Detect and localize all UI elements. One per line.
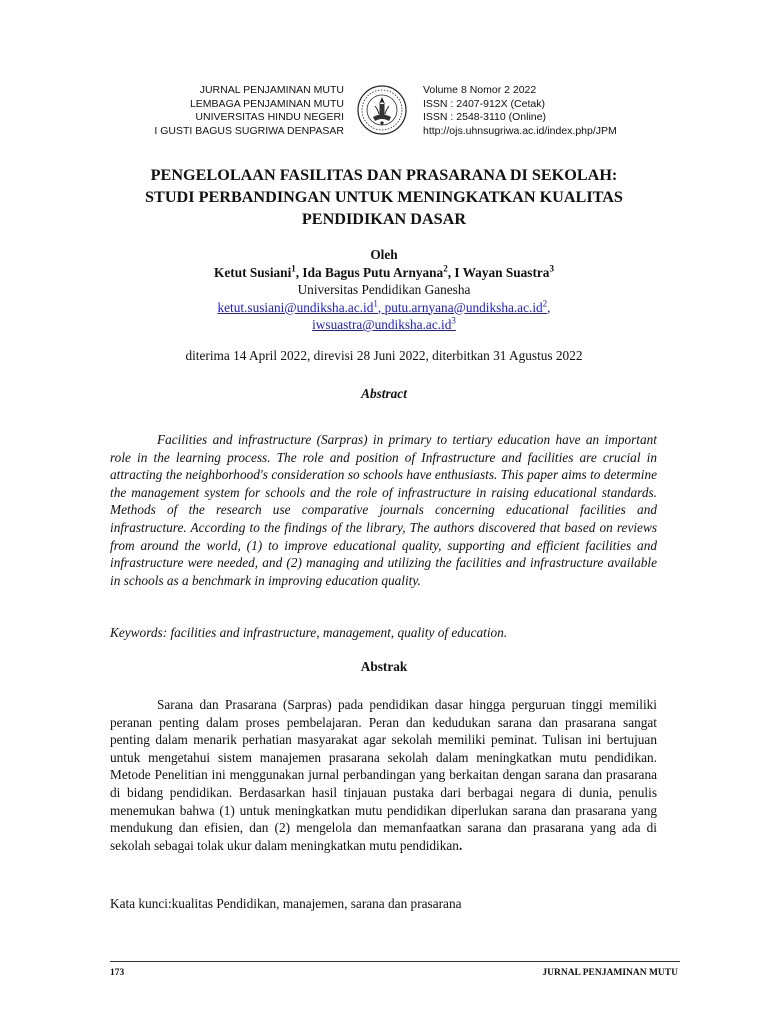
header-line: I GUSTI BAGUS SUGRIWA DENPASAR	[154, 124, 344, 137]
byline	[100, 246, 668, 334]
header-issn-online: ISSN : 2548-3110 (Online)	[423, 111, 546, 123]
email-line	[100, 299, 668, 317]
page-number: 173	[110, 968, 125, 978]
journal-header-left	[14, 84, 344, 138]
header-url[interactable]: http://ojs.uhnsugriwa.ac.id/index.php/JPM	[423, 124, 617, 137]
kata-kunci: Kata kunci:kualitas Pendidikan, manajemen, sarana dan prasarana	[110, 896, 462, 911]
email-link[interactable]: $iwsuastra@undiksha.ac.id^3$	[312, 315, 456, 332]
email-line	[100, 316, 668, 334]
footer-journal-name: JURNAL PENJAMINAN MUTU	[542, 968, 678, 978]
title-line: STUDI PERBANDINGAN UNTUK MENINGKATKAN KUALITAS	[145, 188, 623, 206]
publication-dates: diterima 14 April 2022, direvisi 28 Juni 2022, diterbitkan 31 Agustus 2022	[185, 348, 583, 363]
header-line: UNIVERSITAS HINDU NEGERI	[195, 111, 344, 123]
abstract-heading: Abstract	[361, 386, 407, 401]
title-line: PENGELOLAAN FASILITAS DAN PRASARANA DI SEKOLAH:	[150, 166, 618, 184]
abstract-body: Facilities and infrastructure (Sarpras) in primary to tertiary education have an important role in the learning process. The role and position of Infrastructure and facilities are crucial in attracting the neighborhood's consideration so schools have enthusiasts. This paper aims to determine the management system for schools and the role of infrastructure in raising educational standards. Methods of the research use comparative journals concerning educational facilities and infrastructure. According to the findings of the library, The authors discovered that based on reviews from around the world, (1) to improve educational quality, supporting and efficient facilities and infrastructure were needed, and (2) managing and utilizing the facilities and infrastructure available in schools as a benchmark in improving education quality.	[110, 432, 657, 588]
author-name: Ida Bagus Putu Arnyana	[302, 264, 444, 280]
header-line: LEMBAGA PENJAMINAN MUTU	[189, 97, 344, 110]
header-issn-print: ISSN : 2407-912X (Cetak)	[423, 97, 545, 110]
university-seal-icon	[356, 84, 408, 136]
author-name: Ketut Susiani	[214, 264, 292, 280]
abstrak-body: Sarana dan Prasarana (Sarpras) pada pendidikan dasar hingga perguruan tinggi memiliki peranan penting dalam proses pembelajaran. Peran dan kedudukan sarana dan prasarana sangat penting dalam menarik perhatian masyarakat agar sekolah memiliki peminat. Tulisan ini bertujuan untuk mengetahui sistem manajemen prasarana sekolah dalam meningkatkan mutu pendidikan. Metode Penelitian ini menggunakan jurnal perbandingan yang berkaitan dengan sarana dan prasarana di bidang pendidikan. Berdasarkan hasil tinjauan pustaka dari berbagai negara di dunia, penulis menemukan bahwa (1) untuk meningkatkan mutu pendidikan diperlukan sarana dan prasarana yang mendukung dan efisien, dan (2) mengelola dan memanfaatkan sarana dan prasarana yang ada di sekolah sebagai tolak ukur dalam meningkatkan mutu pendidikan.	[110, 697, 657, 853]
abstrak-heading: Abstrak	[360, 659, 408, 674]
author-list: Ketut Susiani$^1$, Ida Bagus Putu Arnyana$^2$, I Wayan Suastra$^3$	[214, 263, 554, 280]
affiliation: Universitas Pendidikan Ganesha	[297, 282, 471, 297]
email-link[interactable]: $ketut.susiani@undiksha.ac.id^1$, $putu.arnyana@undiksha.ac.id^2$,	[217, 298, 551, 315]
keywords: Keywords: facilities and infrastructure, management, quality of education.	[110, 625, 508, 640]
oleh-label: Oleh	[370, 247, 398, 262]
title-line: PENDIDIKAN DASAR	[301, 210, 467, 228]
author-name: I Wayan Suastra	[454, 264, 550, 280]
header-line: JURNAL PENJAMINAN MUTU	[199, 84, 344, 96]
footer-divider	[110, 961, 680, 962]
journal-header-right	[423, 84, 723, 138]
header-volume: Volume 8 Nomor 2 2022	[423, 84, 537, 96]
paper-title	[100, 164, 668, 230]
